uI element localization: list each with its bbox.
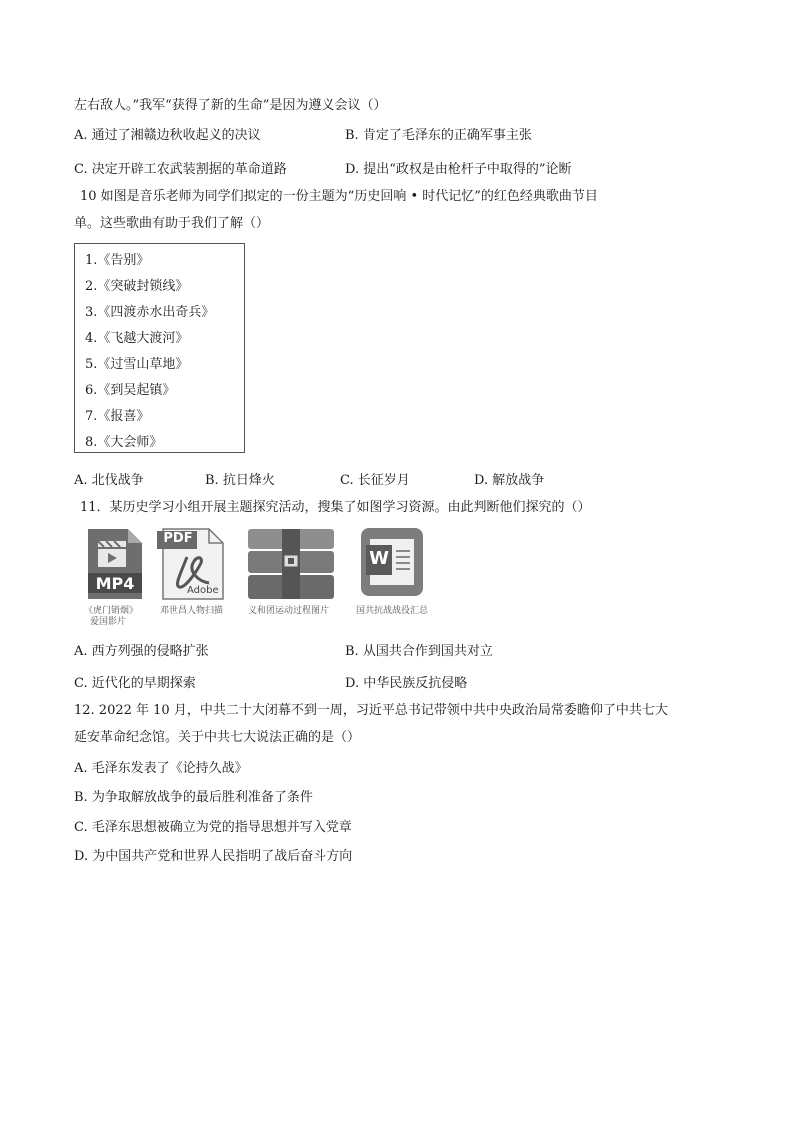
q9-stem-tail: 左右敌人。”我军“获得了新的生命”是因为遵义会议（） <box>74 98 387 113</box>
song-list-box <box>74 243 245 453</box>
q10-stem-line2: 单。这些歌曲有助于我们了解（） <box>74 216 270 231</box>
resource-caption: 爱国影片 <box>90 617 127 627</box>
q11-option-b: B. 从国共合作到国共对立 <box>345 644 493 659</box>
song-item: 7.《报喜》 <box>85 409 150 424</box>
resource-caption: 邓世昌人物扫描 <box>160 606 224 616</box>
resource-caption: 义和团运动过程图片 <box>248 606 330 616</box>
mp4-video-icon <box>84 527 144 601</box>
q10-option-a: A. 北伐战争 <box>74 473 144 488</box>
q12-option-c: C. 毛泽东思想被确立为党的指导思想并写入党章 <box>74 820 352 835</box>
q10-option-c: C. 长征岁月 <box>340 473 410 488</box>
song-item: 8.《大会师》 <box>85 435 163 450</box>
pdf-document-icon <box>157 527 227 601</box>
q10-option-b: B. 抗日烽火 <box>205 473 275 488</box>
q11-option-a: A. 西方列强的侵略扩张 <box>74 644 209 659</box>
pdf-badge: PDF <box>163 531 193 546</box>
q11-stem: 11．某历史学习小组开展主题探究活动，搜集了如图学习资源。由此判断他们探究的（） <box>80 500 591 515</box>
mp4-badge: MP4 <box>95 574 135 593</box>
q12-option-d: D. 为中国共产党和世界人民指明了战后奋斗方向 <box>74 849 353 864</box>
adobe-label: Adobe <box>187 585 219 596</box>
q12-option-a: A. 毛泽东发表了《论持久战》 <box>74 761 248 776</box>
word-document-icon <box>360 527 424 597</box>
q9-option-a: A. 通过了湘赣边秋收起义的决议 <box>74 128 261 143</box>
resource-caption: 国共抗战战役汇总 <box>356 606 429 616</box>
q9-option-c: C. 决定开辟工农武装割据的革命道路 <box>74 162 287 177</box>
q11-option-c: C. 近代化的早期探索 <box>74 676 196 691</box>
q9-option-b: B. 肯定了毛泽东的正确军事主张 <box>345 128 532 143</box>
compressed-archive-icon <box>246 527 336 601</box>
q10-stem-line1: 10 如图是音乐老师为同学们拟定的一份主题为“历史回响 • 时代记忆”的红色经典歌曲节目 <box>80 189 598 204</box>
song-item: 3.《四渡赤水出奇兵》 <box>85 305 215 320</box>
song-item: 4.《飞越大渡河》 <box>85 331 189 346</box>
q12-stem-line1: 12. 2022 年 10 月，中共二十大闭幕不到一周，习近平总书记带领中共中央政治局常委瞻仰了中共七大 <box>74 703 668 718</box>
song-item: 2.《突破封锁线》 <box>85 279 189 294</box>
q9-option-d: D. 提出“政权是由枪杆子中取得的”论断 <box>345 162 572 177</box>
song-item: 1.《告别》 <box>85 253 150 268</box>
q11-option-d: D. 中华民族反抗侵略 <box>345 676 468 691</box>
resource-caption: 《虎门销烟》 <box>84 606 139 616</box>
word-badge: W <box>369 548 389 569</box>
q10-option-d: D. 解放战争 <box>474 473 545 488</box>
song-item: 5.《过雪山草地》 <box>85 357 189 372</box>
q12-stem-line2: 延安革命纪念馆。关于中共七大说法正确的是（） <box>74 730 361 745</box>
song-item: 6.《到吴起镇》 <box>85 383 176 398</box>
q12-option-b: B. 为争取解放战争的最后胜利准备了条件 <box>74 790 313 805</box>
